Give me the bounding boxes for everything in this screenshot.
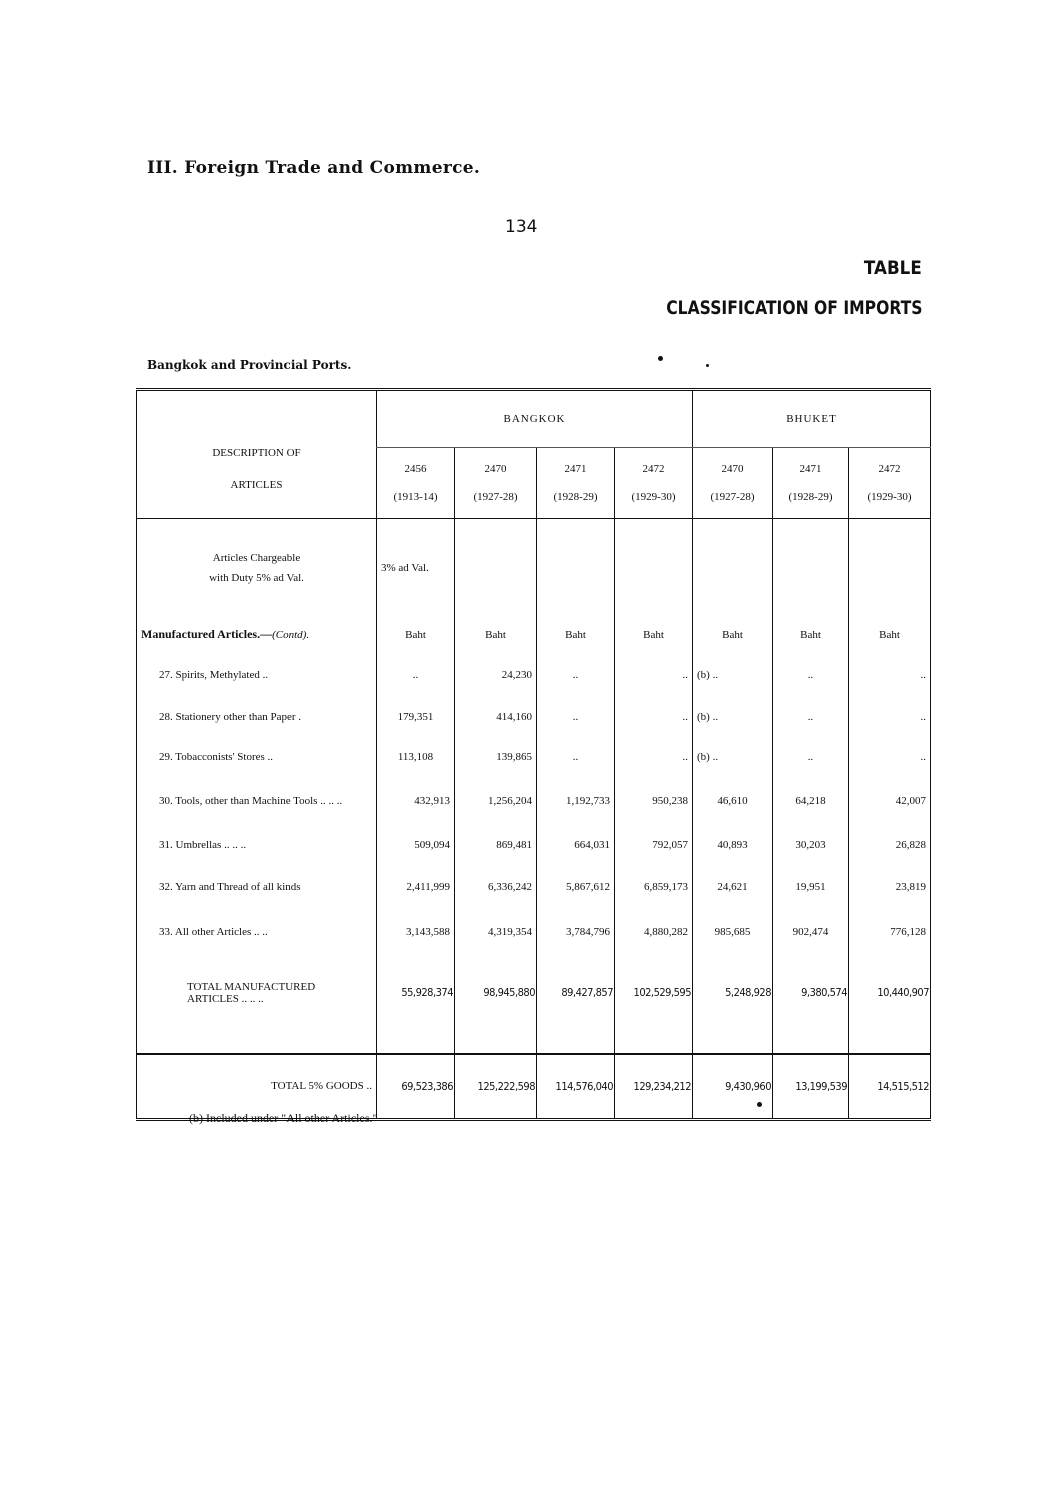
cell-value: 1,192,733 (537, 777, 615, 825)
cell-value: 4,880,282 (615, 909, 693, 955)
total-value: 114,576,040 (537, 1054, 615, 1120)
imports-table (136, 388, 931, 1121)
row-label: 30. Tools, other than Machine Tools .. .. .. (137, 777, 377, 825)
chargeable-line2: with Duty 5% ad Val. (209, 571, 304, 584)
table-row (137, 909, 931, 955)
cell-value: 23,819 (849, 865, 931, 909)
cell-value: 1,256,204 (455, 777, 537, 825)
total-value: 5,248,928 (693, 955, 773, 1031)
cell-value: .. (615, 697, 693, 737)
row-label: 27. Spirits, Methylated .. (137, 653, 377, 697)
cell-value: 792,057 (615, 825, 693, 865)
cell-value: (b) .. (693, 697, 773, 737)
cell-value: .. (377, 653, 455, 697)
section-heading: III. Foreign Trade and Commerce. (147, 158, 481, 178)
total-goods-row (137, 1054, 931, 1120)
imports-table-container (136, 388, 930, 1121)
year-header: 2471 (1928-29) (773, 448, 849, 519)
footnote: (b) Included under "All other Articles." (189, 1111, 378, 1125)
cell-value: 432,913 (377, 777, 455, 825)
cell-value: 776,128 (849, 909, 931, 955)
cell-value: 64,218 (773, 777, 849, 825)
year-header: 2470 (1927-28) (693, 448, 773, 519)
cell-value: .. (849, 653, 931, 697)
total-value: 102,529,595 (615, 955, 693, 1031)
description-header (137, 390, 377, 519)
chargeable-note: 3% ad Val. (377, 519, 455, 617)
year-header: 2471 (1928-29) (537, 448, 615, 519)
table-subtitle: CLASSIFICATION OF IMPORTS (665, 297, 922, 319)
cell-value: 139,865 (455, 737, 537, 777)
cell-value: 5,867,612 (537, 865, 615, 909)
print-speck (706, 364, 709, 367)
year-header: 2470 (1927-28) (455, 448, 537, 519)
cell-value: 113,108 (377, 737, 455, 777)
cell-value: 902,474 (773, 909, 849, 955)
cell-value: 30,203 (773, 825, 849, 865)
total-value: 89,427,857 (537, 955, 615, 1031)
cell-value: 179,351 (377, 697, 455, 737)
description-header-line1: DESCRIPTION OF (212, 446, 301, 459)
row-label: 29. Tobacconists' Stores .. (137, 737, 377, 777)
table-row (137, 653, 931, 697)
bangkok-header: BANGKOK (377, 390, 693, 448)
total-value: 69,523,386 (377, 1054, 455, 1120)
cell-value: 985,685 (693, 909, 773, 955)
table-row (137, 825, 931, 865)
cell-value: 26,828 (849, 825, 931, 865)
table-row (137, 737, 931, 777)
total-value: 9,380,574 (773, 955, 849, 1031)
description-header-line2: ARTICLES (230, 478, 283, 491)
row-label: 32. Yarn and Thread of all kinds (137, 865, 377, 909)
cell-value: .. (537, 653, 615, 697)
unit-label: Baht (537, 617, 615, 653)
separator-row (137, 1031, 931, 1054)
table-row (137, 865, 931, 909)
cell-value: .. (537, 697, 615, 737)
row-label: 28. Stationery other than Paper . (137, 697, 377, 737)
total-manufactured-label: TOTAL MANUFACTURED ARTICLES .. .. .. (137, 955, 377, 1031)
total-goods-label: TOTAL 5% GOODS .. (137, 1054, 377, 1120)
cell-value: 6,336,242 (455, 865, 537, 909)
cell-value: 6,859,173 (615, 865, 693, 909)
table-row (137, 697, 931, 737)
table-row (137, 777, 931, 825)
total-value: 125,222,598 (455, 1054, 537, 1120)
cell-value: .. (849, 737, 931, 777)
cell-value: 950,238 (615, 777, 693, 825)
unit-label: Baht (849, 617, 931, 653)
cell-value: 24,621 (693, 865, 773, 909)
row-label: 33. All other Articles .. .. (137, 909, 377, 955)
manufactured-label: Manufactured Articles.—(Contd). (137, 617, 377, 653)
cell-value: .. (773, 737, 849, 777)
total-value: 9,430,960 (693, 1054, 773, 1120)
chargeable-label (137, 519, 377, 617)
unit-label: Baht (615, 617, 693, 653)
cell-value: .. (773, 697, 849, 737)
cell-value: .. (773, 653, 849, 697)
unit-label: Baht (693, 617, 773, 653)
total-value: 129,234,212 (615, 1054, 693, 1120)
total-value: 13,199,539 (773, 1054, 849, 1120)
unit-label: Baht (773, 617, 849, 653)
cell-value: 3,143,588 (377, 909, 455, 955)
cell-value: 4,319,354 (455, 909, 537, 955)
cell-value: 46,610 (693, 777, 773, 825)
cell-value: 3,784,796 (537, 909, 615, 955)
cell-value: .. (849, 697, 931, 737)
row-label: 31. Umbrellas .. .. .. (137, 825, 377, 865)
total-value: 98,945,880 (455, 955, 537, 1031)
cell-value: .. (537, 737, 615, 777)
unit-label: Baht (377, 617, 455, 653)
cell-value: 19,951 (773, 865, 849, 909)
cell-value: 24,230 (455, 653, 537, 697)
print-speck (658, 356, 663, 361)
cell-value: 42,007 (849, 777, 931, 825)
total-value: 14,515,512 (849, 1054, 931, 1120)
page-number: 134 (505, 217, 538, 237)
cell-value: .. (615, 737, 693, 777)
chargeable-line1: Articles Chargeable (212, 551, 301, 564)
cell-value: 414,160 (455, 697, 537, 737)
year-header: 2456 (1913-14) (377, 448, 455, 519)
year-header: 2472 (1929-30) (615, 448, 693, 519)
cell-value: .. (615, 653, 693, 697)
cell-value: 869,481 (455, 825, 537, 865)
unit-label: Baht (455, 617, 537, 653)
year-header: 2472 (1929-30) (849, 448, 931, 519)
table-title: TABLE (864, 257, 922, 279)
total-value: 10,440,907 (849, 955, 931, 1031)
cell-value: 509,094 (377, 825, 455, 865)
total-manufactured-row (137, 955, 931, 1031)
cell-value: 40,893 (693, 825, 773, 865)
cell-value: (b) .. (693, 737, 773, 777)
bhuket-header: BHUKET (693, 390, 931, 448)
ports-label: Bangkok and Provincial Ports. (147, 358, 352, 372)
cell-value: (b) .. (693, 653, 773, 697)
total-value: 55,928,374 (377, 955, 455, 1031)
cell-value: 2,411,999 (377, 865, 455, 909)
cell-value: 664,031 (537, 825, 615, 865)
